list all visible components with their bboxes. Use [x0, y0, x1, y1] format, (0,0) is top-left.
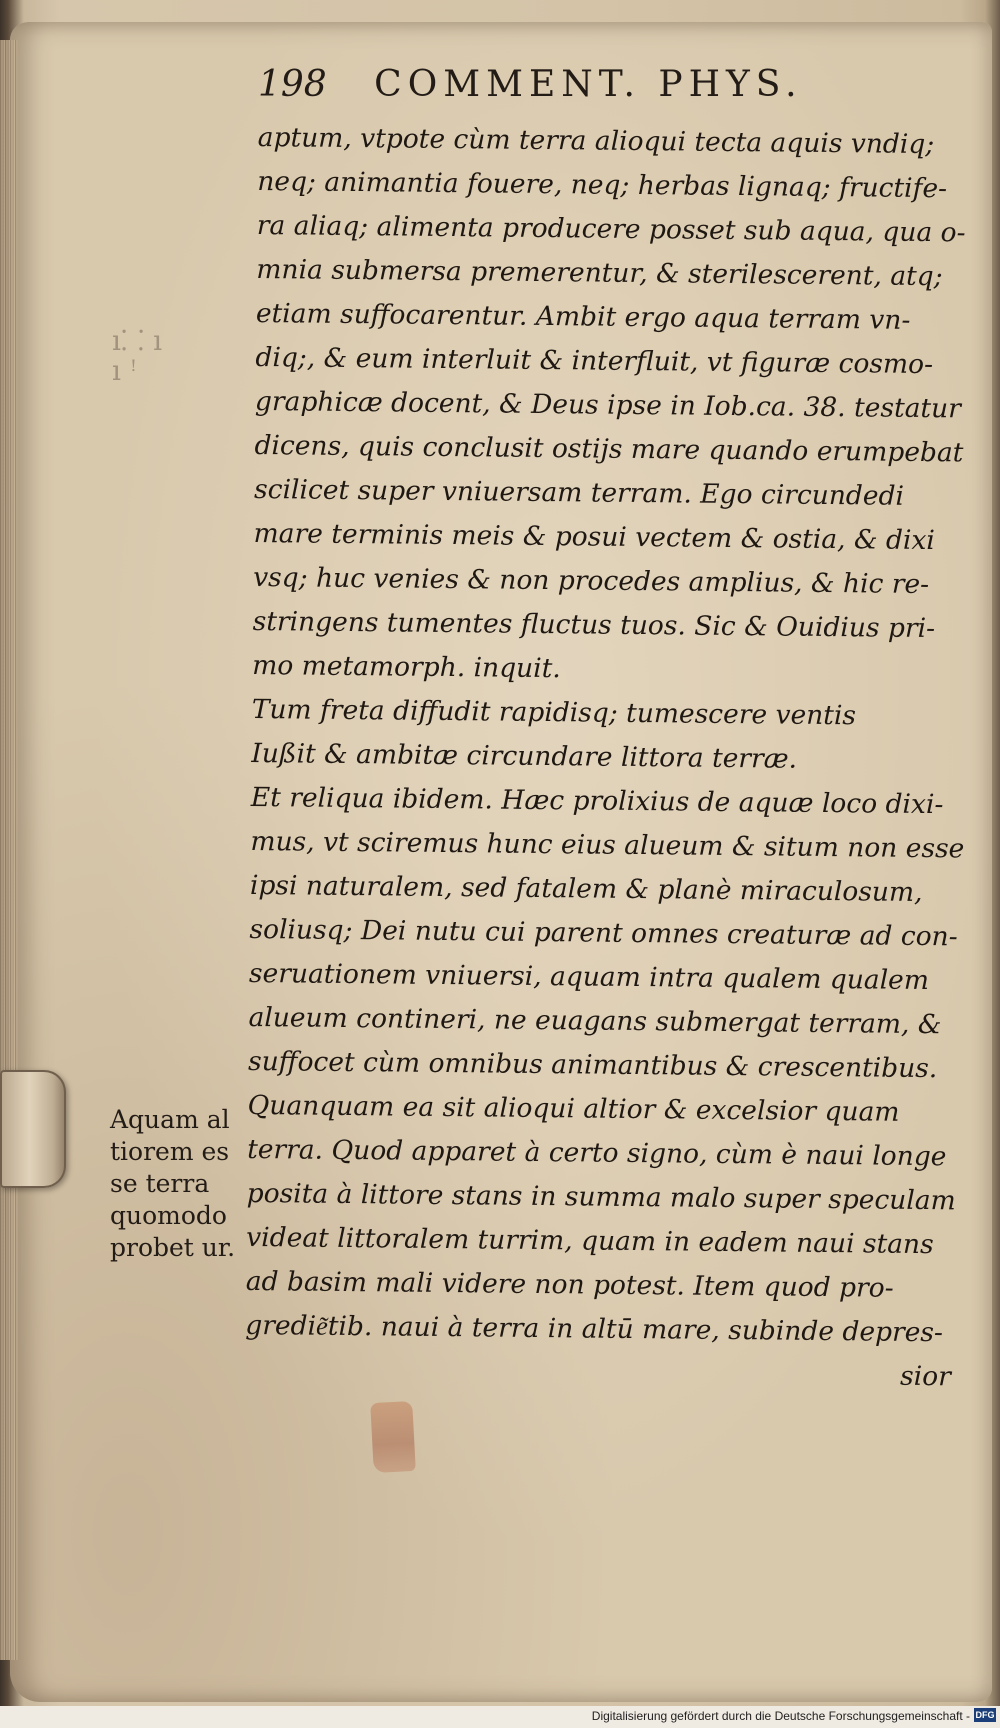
paper-stain	[370, 1401, 416, 1473]
marginal-note-line: Aquam al	[110, 1105, 230, 1134]
text-line: stringens tumentes fluctus tuos. Sic & Ouidius pri-	[252, 605, 936, 645]
text-line: ad basim mali videre non potest. Item quod pro-	[245, 1265, 894, 1304]
page-edges	[0, 40, 18, 1660]
marginal-note-line: se terra	[110, 1169, 210, 1198]
text-line: soliusq; Dei nutu cui parent omnes creaturæ ad con-	[249, 913, 958, 953]
text-line: etiam suffocarentur. Ambit ergo aqua terram vn-	[255, 297, 911, 336]
text-line: mo metamorph. inquit.	[252, 649, 561, 685]
dfg-logo: DFG	[975, 1710, 995, 1720]
text-line: Et reliqua ibidem. Hæc prolixius de aquæ loco dixi-	[250, 781, 944, 821]
text-line: graphicæ docent, & Deus ipse in Iob.ca. 38. testatur	[254, 385, 962, 425]
digitization-credit: Digitalisierung gefördert durch die Deutsche Forschungsgemeinschaft -	[591, 1709, 970, 1723]
marginal-note	[110, 1104, 260, 1264]
page-number: 198	[258, 64, 327, 105]
text-line: Quanquam ea sit alioqui altior & excelsior quam	[247, 1089, 900, 1128]
main-text	[245, 116, 964, 1399]
text-line: terra. Quod apparet à certo signo, cùm è naui longe	[247, 1133, 947, 1173]
text-line: mus, vt sciremus hunc eius alueum & situm non esse	[250, 825, 965, 865]
text-line: aptum, vtpote cùm terra alioqui tecta aquis vndiq;	[257, 121, 935, 161]
text-line: ipsi naturalem, sed fatalem & planè miraculosum,	[249, 869, 923, 909]
binding-clasp	[0, 1070, 66, 1188]
marginal-note-line: probet ur.	[110, 1233, 236, 1262]
running-header	[258, 64, 818, 124]
text-line: diq;, & eum interluit & interfluit, vt figuræ cosmo-	[255, 341, 934, 381]
text-line: mnia submersa premerentur, & sterilescerent, atq;	[256, 253, 943, 293]
verse-line: Tum freta diffudit rapidisq; tumescere ventis	[251, 693, 857, 732]
text-line: videat littoralem turrim, quam in eadem naui stans	[246, 1221, 934, 1261]
text-line: seruationem vniuersi, aquam intra qualem qualem	[248, 957, 930, 997]
text-line: suffocet cùm omnibus animantibus & crescentibus.	[247, 1045, 938, 1085]
text-line: neq; animantia fouere, neq; herbas lignaq; fructife-	[257, 165, 948, 205]
text-line: gredie͂tib. naui à terra in altū mare, subinde depres-	[245, 1309, 944, 1349]
marginal-note-line: quomodo	[110, 1201, 227, 1230]
text-line: posita à littore stans in summa malo super speculam	[246, 1177, 956, 1217]
text-line: alueum contineri, ne euagans submergat terram, &	[248, 1001, 942, 1041]
catchword: sior	[899, 1360, 951, 1393]
text-line: scilicet super vniuersam terram. Ego circundedi	[253, 473, 905, 512]
running-title: COMMENT. PHYS.	[374, 64, 803, 105]
margin-blot: ı⸬ ı ı ꜝ	[112, 324, 163, 387]
text-line: dicens, quis conclusit ostijs mare quando erumpebat	[254, 429, 964, 469]
marginal-note-line: tiorem es	[110, 1137, 230, 1166]
text-line: vsq; huc venies & non procedes amplius, & hic re-	[253, 561, 930, 601]
text-line: mare terminis meis & posui vectem & ostia, & dixi	[253, 517, 936, 557]
verse-line: Iußit & ambitæ circundare littora terræ.	[251, 737, 798, 775]
text-line: ra aliaq; alimenta producere posset sub aqua, qua o-	[256, 209, 966, 249]
